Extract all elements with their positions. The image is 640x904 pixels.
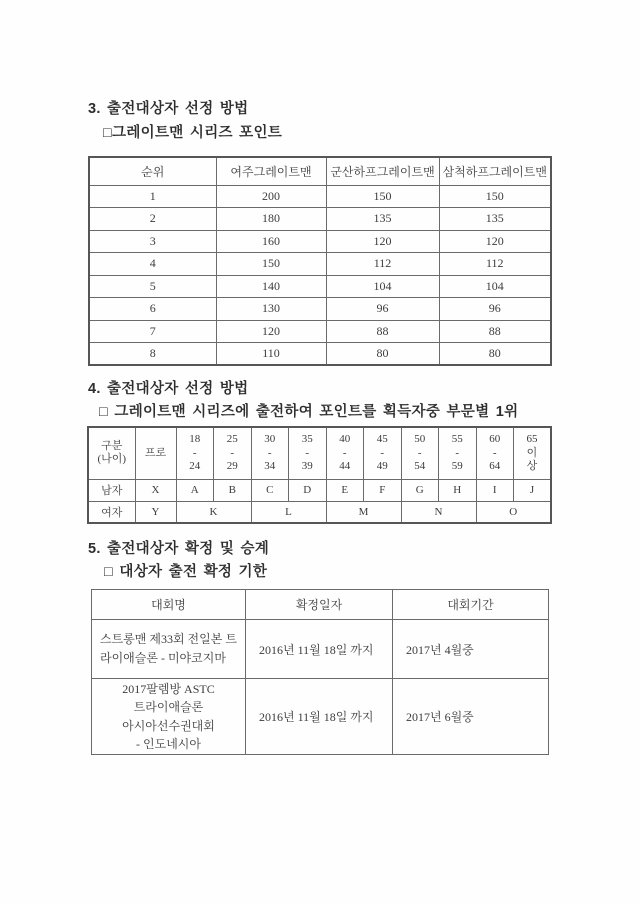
table-row <box>92 620 549 679</box>
points-cell: 200 <box>216 185 326 208</box>
male-group-code-cell: H <box>439 479 477 501</box>
event-period-cell: 2017년 6월중 <box>393 679 549 755</box>
points-cell: 96 <box>326 298 439 321</box>
age-group-header: 60 - 64 <box>476 427 514 479</box>
points-table-header-row <box>89 157 551 185</box>
female-group-code-cell: N <box>401 501 476 523</box>
points-cell: 135 <box>326 208 439 231</box>
female-group-code-cell: O <box>476 501 551 523</box>
male-row <box>88 479 551 501</box>
deadline-table-header: 확정일자 <box>246 590 393 620</box>
male-group-code-cell: I <box>476 479 514 501</box>
section-5-title: 5. 출전대상자 확정 및 승계 <box>88 541 270 557</box>
female-group-code-cell: Y <box>135 501 176 523</box>
event-name-cell: 스트롱맨 제33회 전일본 트라이애슬론 - 미야코지마 <box>92 620 246 679</box>
female-group-code-cell: K <box>176 501 251 523</box>
table-row <box>89 208 551 231</box>
table-row <box>92 679 549 755</box>
male-row-label: 남자 <box>88 479 135 501</box>
points-cell: 112 <box>439 253 551 276</box>
age-group-header: 55 - 59 <box>439 427 477 479</box>
points-cell: 150 <box>216 253 326 276</box>
age-group-header: 40 - 44 <box>326 427 364 479</box>
age-group-table <box>87 426 552 524</box>
female-row-label: 여자 <box>88 501 135 523</box>
points-cell: 112 <box>326 253 439 276</box>
male-group-code-cell: E <box>326 479 364 501</box>
points-cell: 150 <box>439 185 551 208</box>
age-group-header: 45 - 49 <box>364 427 402 479</box>
rank-cell: 4 <box>89 253 216 276</box>
age-group-header: 18 - 24 <box>176 427 214 479</box>
male-group-code-cell: C <box>251 479 289 501</box>
points-cell: 120 <box>216 320 326 343</box>
age-group-header: 50 - 54 <box>401 427 439 479</box>
deadline-table-header: 대회기간 <box>393 590 549 620</box>
male-group-code-cell: J <box>514 479 552 501</box>
confirmation-deadline-cell: 2016년 11월 18일 까지 <box>246 620 393 679</box>
event-name-cell: 2017팔렘방 ASTC 트라이애슬론 아시아선수권대회 - 인도네시아 <box>92 679 246 755</box>
points-table-header: 군산하프그레이트맨 <box>326 157 439 185</box>
points-cell: 130 <box>216 298 326 321</box>
points-cell: 140 <box>216 275 326 298</box>
male-group-code-cell: D <box>289 479 327 501</box>
points-cell: 88 <box>326 320 439 343</box>
confirmation-deadline-cell: 2016년 11월 18일 까지 <box>246 679 393 755</box>
age-group-header: 35 - 39 <box>289 427 327 479</box>
table-row <box>89 230 551 253</box>
deadline-table-header: 대회명 <box>92 590 246 620</box>
rank-cell: 8 <box>89 343 216 366</box>
age-table-corner-label: 구분 (나이) <box>88 427 135 479</box>
points-cell: 120 <box>439 230 551 253</box>
points-table-header: 삼척하프그레이트맨 <box>439 157 551 185</box>
table-row <box>89 253 551 276</box>
points-cell: 96 <box>439 298 551 321</box>
deadline-table <box>91 589 549 755</box>
rank-cell: 6 <box>89 298 216 321</box>
rank-cell: 1 <box>89 185 216 208</box>
section-3-subtitle: □그레이트맨 시리즈 포인트 <box>103 125 283 141</box>
female-group-code-cell: M <box>326 501 401 523</box>
points-cell: 104 <box>439 275 551 298</box>
deadline-table-header-row <box>92 590 549 620</box>
points-table <box>88 156 552 366</box>
age-group-header: 65 이 상 <box>514 427 552 479</box>
points-cell: 88 <box>439 320 551 343</box>
points-cell: 180 <box>216 208 326 231</box>
points-cell: 104 <box>326 275 439 298</box>
table-row <box>89 185 551 208</box>
points-cell: 160 <box>216 230 326 253</box>
rank-cell: 3 <box>89 230 216 253</box>
male-group-code-cell: X <box>135 479 176 501</box>
section-4-title: 4. 출전대상자 선정 방법 <box>88 381 249 397</box>
rank-cell: 5 <box>89 275 216 298</box>
male-group-code-cell: A <box>176 479 214 501</box>
event-period-cell: 2017년 4월중 <box>393 620 549 679</box>
points-cell: 120 <box>326 230 439 253</box>
rank-cell: 7 <box>89 320 216 343</box>
table-row <box>89 343 551 366</box>
table-row <box>89 275 551 298</box>
female-group-code-cell: L <box>251 501 326 523</box>
section-5-subtitle: □ 대상자 출전 확정 기한 <box>104 564 268 580</box>
points-cell: 80 <box>439 343 551 366</box>
female-row <box>88 501 551 523</box>
rank-cell: 2 <box>89 208 216 231</box>
age-table-header-row <box>88 427 551 479</box>
section-4-subtitle: □ 그레이트맨 시리즈에 출전하여 포인트를 획득자중 부문별 1위 <box>99 404 519 420</box>
points-cell: 135 <box>439 208 551 231</box>
male-group-code-cell: F <box>364 479 402 501</box>
table-row <box>89 298 551 321</box>
points-cell: 150 <box>326 185 439 208</box>
points-table-header: 순위 <box>89 157 216 185</box>
section-3-title: 3. 출전대상자 선정 방법 <box>88 101 249 117</box>
points-cell: 110 <box>216 343 326 366</box>
points-table-header: 여주그레이트맨 <box>216 157 326 185</box>
age-group-header: 30 - 34 <box>251 427 289 479</box>
age-group-header: 25 - 29 <box>214 427 252 479</box>
points-cell: 80 <box>326 343 439 366</box>
table-row <box>89 320 551 343</box>
pro-column-header: 프로 <box>135 427 176 479</box>
male-group-code-cell: B <box>214 479 252 501</box>
male-group-code-cell: G <box>401 479 439 501</box>
